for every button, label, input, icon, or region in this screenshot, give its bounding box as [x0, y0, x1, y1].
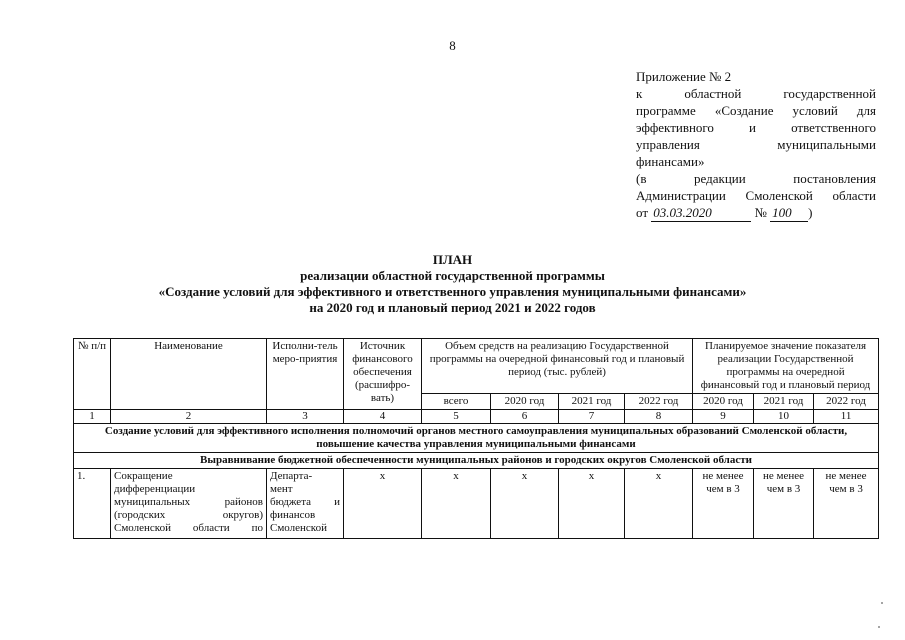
row-name-line: (городских округов) — [114, 509, 263, 521]
title-line-3: «Создание условий для эффективного и ответственного управления муниципальными финансами» — [158, 284, 747, 299]
header-funds: Объем средств на реализацию Государственной программы на очередной финансовый год и плановый период (тыс. рублей) — [422, 339, 693, 394]
appendix-header — [636, 68, 876, 222]
row-funds-2021: х — [559, 469, 625, 539]
column-number: 3 — [267, 410, 344, 424]
column-number: 10 — [754, 410, 814, 424]
section-title-2: Выравнивание бюджетной обеспеченности муниципальных районов и городских округов Смоленской области — [74, 453, 879, 469]
appendix-line-3: программе «Создание условий для — [636, 103, 876, 118]
row-source: х — [344, 469, 422, 539]
row-executor-line: Департа- — [270, 470, 313, 482]
row-indicator-2021: не менее чем в 3 — [754, 469, 814, 539]
header-funds-2020: 2020 год — [491, 394, 559, 410]
row-executor — [267, 469, 344, 539]
title-line-4: на 2020 год и плановый период 2021 и 2022 годов — [309, 300, 596, 315]
header-indicator: Планируемое значение показателя реализации Государственной программы на очередной финансовый год и плановый период — [693, 339, 879, 394]
header-source: Источник финансового обеспечения (расшифро-вать) — [344, 339, 422, 410]
section-title-1: Создание условий для эффективного исполнения полномочий органов местного самоуправления муниципальных образований Смоленской области, повышение качества управления муниципальными финансами — [74, 424, 879, 453]
header-indicator-2020: 2020 год — [693, 394, 754, 410]
section-row-2 — [74, 453, 879, 469]
section-row-1 — [74, 424, 879, 453]
column-number: 6 — [491, 410, 559, 424]
row-name-line: дифференциации — [114, 483, 196, 495]
header-total: всего — [422, 394, 491, 410]
appendix-line-4: эффективного и ответственного — [636, 120, 876, 135]
column-number: 5 — [422, 410, 491, 424]
page-number: 8 — [449, 38, 456, 53]
appendix-line-7: (в редакции постановления — [636, 171, 876, 186]
header-funds-2022: 2022 год — [625, 394, 693, 410]
row-total: х — [422, 469, 491, 539]
row-num: 1. — [74, 469, 111, 539]
handwritten-date: 03.03.2020 — [651, 204, 751, 222]
appendix-line-9 — [636, 204, 876, 222]
row-name-line: Сокращение — [114, 470, 173, 482]
appendix-line-6: финансами» — [636, 154, 705, 169]
column-number: 4 — [344, 410, 422, 424]
column-number: 9 — [693, 410, 754, 424]
row-executor-line: мент — [270, 483, 293, 495]
column-number: 1 — [74, 410, 111, 424]
row-indicator-2020: не менее чем в 3 — [693, 469, 754, 539]
table-row — [74, 469, 879, 539]
appendix-closing-paren: ) — [808, 205, 813, 220]
document-title — [0, 252, 905, 316]
header-num: № п/п — [74, 339, 111, 410]
row-name-line: муниципальных районов — [114, 496, 263, 508]
column-number: 11 — [814, 410, 879, 424]
appendix-from-label: от — [636, 205, 649, 220]
title-line-1: ПЛАН — [432, 252, 473, 267]
column-number: 8 — [625, 410, 693, 424]
scan-speck — [878, 626, 880, 628]
plan-table — [73, 338, 879, 539]
appendix-line-1: Приложение № 2 — [636, 69, 732, 84]
row-funds-2022: х — [625, 469, 693, 539]
row-executor-line: финансов — [270, 509, 316, 521]
appendix-line-2: к областной государственной — [636, 86, 876, 101]
row-funds-2020: х — [491, 469, 559, 539]
appendix-number-label: № — [754, 205, 767, 220]
handwritten-number: 100 — [770, 204, 808, 222]
header-executor: Исполни-тель меро-приятия — [267, 339, 344, 410]
title-line-2: реализации областной государственной программы — [300, 268, 605, 283]
column-number-row — [74, 410, 879, 424]
header-indicator-2021: 2021 год — [754, 394, 814, 410]
column-number: 7 — [559, 410, 625, 424]
header-funds-2021: 2021 год — [559, 394, 625, 410]
row-indicator-2022: не менее чем в 3 — [814, 469, 879, 539]
row-name — [111, 469, 267, 539]
row-name-line: Смоленской области по — [114, 522, 263, 534]
appendix-line-8: Администрации Смоленской области — [636, 188, 876, 203]
column-number: 2 — [111, 410, 267, 424]
header-indicator-2022: 2022 год — [814, 394, 879, 410]
scan-speck — [881, 602, 883, 604]
header-row-1 — [74, 339, 879, 394]
row-executor-line: бюджета и — [270, 496, 340, 508]
appendix-line-5: управления муниципальными — [636, 137, 876, 152]
header-name: Наименование — [111, 339, 267, 410]
row-executor-line: Смоленской — [270, 522, 327, 534]
